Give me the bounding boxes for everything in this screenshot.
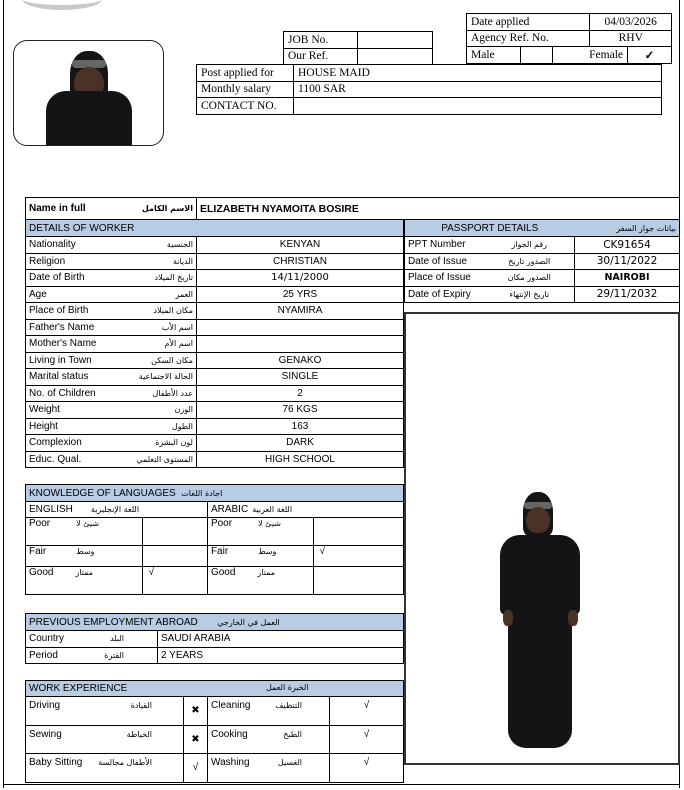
english-level-check[interactable]: √: [142, 567, 207, 595]
worker-field-label-ar: المستوى التعلمي: [136, 454, 193, 464]
passport-field-value[interactable]: 30/11/2022: [575, 253, 680, 270]
worker-field-label-ar: الطول: [171, 421, 193, 431]
passport-header-ar: بيانات جواز السفر: [616, 223, 676, 233]
skill-label-ar: الخياطة: [126, 729, 152, 739]
worker-field-label: Living in Town: [29, 354, 92, 366]
worker-details-table: [25, 219, 404, 468]
worker-field-label: Nationality: [29, 239, 76, 251]
page-bottom-border: [3, 784, 680, 785]
worker-field-label: Father's Name: [29, 321, 95, 333]
name-label: Name in full: [29, 203, 86, 214]
skill-mark[interactable]: √: [330, 697, 404, 726]
languages-header: KNOWLEDGE OF LANGUAGES: [29, 487, 176, 499]
skill-mark[interactable]: √: [330, 725, 404, 754]
passport-photo: [13, 40, 164, 146]
worker-row: [26, 385, 404, 402]
arabic-level-label: Good: [210, 567, 236, 578]
passport-field-label-ar: الصدور تاريخ: [508, 256, 551, 266]
salary-label: Monthly salary: [197, 81, 294, 98]
skill-label-ar: الأطفال مجالسة: [98, 758, 152, 767]
language-level-row: [26, 567, 404, 595]
experience-row: [26, 697, 404, 726]
worker-field-label-ar: مكان الميلاد: [153, 306, 193, 316]
worker-field-label: Mother's Name: [29, 338, 97, 350]
passport-field-label-ar: تاريخ الإنتهاء: [509, 289, 550, 299]
worker-field-label-ar: الحالة الاجتماعية: [138, 372, 193, 382]
male-label: Male: [467, 47, 521, 64]
experience-header-ar: الخبرة العمل: [266, 683, 309, 692]
skill-label: Sewing: [29, 728, 62, 740]
our-ref-field[interactable]: [358, 48, 433, 65]
arabic-level-check[interactable]: [313, 518, 404, 546]
employment-field-label-ar: الفترة: [104, 650, 124, 660]
experience-row: [26, 725, 404, 754]
post-table: [196, 64, 662, 115]
worker-field-label: Marital status: [29, 371, 89, 383]
worker-field-label: No. of Children: [29, 387, 96, 399]
employment-header-ar: العمل في الخارجي: [217, 617, 280, 627]
skill-mark[interactable]: ✖: [184, 725, 208, 754]
agency-ref-label: Agency Ref. No.: [467, 30, 590, 47]
passport-field-label-ar: رقم الجواز: [511, 240, 548, 250]
skill-label-ar: الطبخ: [283, 729, 302, 739]
experience-row: [26, 754, 404, 783]
worker-field-label: Educ. Qual.: [29, 453, 82, 465]
worker-field-value[interactable]: 76 KGS: [197, 402, 404, 419]
contact-value[interactable]: [294, 98, 662, 115]
arabic-level-label: Poor: [210, 518, 233, 529]
work-experience-table: [25, 680, 404, 783]
english-level-label: Poor: [29, 518, 51, 529]
employment-row: [26, 647, 404, 664]
passport-table: [404, 219, 680, 303]
post-value[interactable]: HOUSE MAID: [294, 65, 662, 82]
salary-value[interactable]: 1100 SAR: [294, 81, 662, 98]
worker-field-value[interactable]: GENAKO: [197, 352, 404, 369]
language-level-row: [26, 546, 404, 567]
english-level-check[interactable]: [142, 518, 207, 546]
name-table: [25, 197, 680, 220]
english-label: ENGLISH: [29, 504, 73, 515]
worker-field-value[interactable]: CHRISTIAN: [197, 253, 404, 270]
worker-row: [26, 270, 404, 287]
passport-field-value[interactable]: 29/11/2032: [575, 286, 680, 303]
worker-field-label-ar: عدد الأطفال: [152, 388, 193, 398]
english-level-label: Fair: [29, 546, 47, 557]
worker-field-value[interactable]: [197, 336, 404, 353]
female-label: Female: [553, 47, 628, 64]
passport-header: PASSPORT DETAILS: [405, 220, 575, 237]
passport-field-label: Date of Issue: [405, 253, 485, 270]
female-checkbox[interactable]: ✓: [628, 47, 672, 64]
worker-field-value[interactable]: SINGLE: [197, 369, 404, 386]
worker-field-label-ar: اسم الأم: [164, 339, 193, 349]
worker-row: [26, 435, 404, 452]
worker-field-label: Religion: [29, 255, 66, 267]
skill-mark[interactable]: √: [330, 754, 404, 783]
language-level-row: [26, 518, 404, 546]
employment-table: [25, 613, 404, 664]
job-no-label: JOB No.: [284, 32, 358, 49]
skill-label-ar: الغسيل: [277, 758, 302, 767]
english-level-label-ar: وسط: [76, 547, 95, 556]
employment-row: [26, 631, 404, 648]
date-applied-label: Date applied: [467, 14, 590, 31]
english-level-label-ar: ممتاز: [75, 568, 94, 577]
arabic-label-ar: اللغة العربية: [252, 505, 293, 514]
english-label-ar: اللغة الإنجليزية: [90, 505, 140, 514]
post-label: Post applied for: [197, 65, 294, 82]
employment-field-value[interactable]: 2 YEARS: [158, 647, 404, 664]
date-applied-value[interactable]: 04/03/2026: [590, 14, 672, 31]
english-level-label-ar: شيئ لا: [76, 519, 100, 528]
worker-field-value[interactable]: NYAMIRA: [197, 303, 404, 320]
english-level-check[interactable]: [142, 546, 207, 567]
worker-field-value[interactable]: 163: [197, 418, 404, 435]
employment-field-label: Period: [29, 649, 58, 661]
worker-details-header: DETAILS OF WORKER: [26, 220, 404, 237]
skill-mark[interactable]: √: [184, 754, 208, 783]
worker-row: [26, 237, 404, 254]
arabic-level-check[interactable]: [313, 567, 404, 595]
our-ref-label: Our Ref.: [284, 48, 358, 65]
worker-row: [26, 286, 404, 303]
arabic-level-label-ar: وسط: [258, 547, 277, 556]
languages-header-ar: اجادة اللغات: [181, 488, 223, 498]
worker-field-label-ar: الوزن: [174, 405, 193, 415]
worker-field-value[interactable]: 25 YRS: [197, 286, 404, 303]
employment-header: PREVIOUS EMPLOYMENT ABROAD: [29, 616, 198, 628]
male-checkbox[interactable]: [521, 47, 553, 64]
agency-ref-value[interactable]: RHV: [590, 30, 672, 47]
english-level-label: Good: [29, 567, 54, 578]
skill-label: Baby Sitting: [29, 757, 83, 768]
arabic-label: ARABIC: [210, 504, 249, 515]
worker-field-label-ar: العمر: [175, 289, 193, 299]
worker-field-value[interactable]: HIGH SCHOOL: [197, 451, 404, 468]
company-logo-icon: [22, 0, 162, 12]
worker-field-label: Complexion: [29, 437, 82, 449]
employment-field-label: Country: [29, 633, 65, 645]
worker-field-label: Date of Birth: [29, 272, 85, 284]
worker-row: [26, 253, 404, 270]
employment-field-label-ar: البلد: [110, 634, 124, 644]
languages-table: [25, 484, 404, 595]
skill-label: Washing: [211, 757, 250, 768]
worker-field-label-ar: تاريخ الميلاد: [154, 273, 193, 283]
skill-label: Cooking: [211, 728, 248, 740]
worker-row: [26, 303, 404, 320]
passport-field-label: Place of Issue: [405, 270, 485, 287]
passport-field-label: PPT Number: [405, 237, 485, 254]
skill-label: Driving: [29, 700, 61, 711]
passport-field-label-ar: الصدور مكان: [507, 273, 551, 283]
skill-label-ar: القيادة: [130, 701, 152, 710]
worker-row: [26, 336, 404, 353]
worker-field-value[interactable]: 14/11/2000: [197, 270, 404, 287]
worker-row: [26, 451, 404, 468]
worker-field-value[interactable]: [197, 319, 404, 336]
passport-row: [405, 253, 680, 270]
arabic-level-label-ar: شيئ لا: [258, 519, 281, 528]
name-label-ar: الاسم الكامل: [141, 204, 193, 213]
arabic-level-label-ar: ممتاز: [257, 568, 276, 577]
skill-label: Cleaning: [211, 700, 251, 711]
worker-field-label-ar: لون البشرة: [155, 438, 193, 448]
contact-label: CONTACT NO.: [197, 98, 294, 115]
worker-field-label-ar: الديانة: [172, 256, 193, 266]
skill-mark[interactable]: ✖: [184, 697, 208, 726]
worker-row: [26, 402, 404, 419]
arabic-level-check[interactable]: √: [313, 546, 404, 567]
passport-row: [405, 270, 680, 287]
skill-label-ar: التنظيف: [275, 701, 302, 710]
full-length-photo: [404, 312, 680, 765]
full-name-value[interactable]: ELIZABETH NYAMOITA BOSIRE: [197, 198, 680, 220]
worker-field-label-ar: اسم الأب: [161, 322, 193, 332]
worker-field-label-ar: الجنسية: [166, 240, 193, 250]
job-ref-table: [283, 31, 433, 65]
worker-field-label: Height: [29, 420, 58, 432]
passport-field-value[interactable]: CK91654: [575, 237, 680, 254]
worker-field-label: Age: [29, 288, 47, 300]
passport-field-label: Date of Expiry: [405, 286, 485, 303]
passport-field-value[interactable]: NAIROBI: [575, 270, 680, 287]
worker-row: [26, 418, 404, 435]
worker-row: [26, 352, 404, 369]
worker-field-value[interactable]: 2: [197, 385, 404, 402]
worker-field-label-ar: مكان السكن: [151, 355, 193, 365]
experience-header: WORK EXPERIENCE: [29, 683, 128, 694]
employment-field-value[interactable]: SAUDI ARABIA: [158, 631, 404, 648]
worker-row: [26, 369, 404, 386]
worker-field-value[interactable]: DARK: [197, 435, 404, 452]
worker-field-value[interactable]: KENYAN: [197, 237, 404, 254]
worker-row: [26, 319, 404, 336]
passport-row: [405, 286, 680, 303]
passport-row: [405, 237, 680, 254]
worker-field-label: Place of Birth: [29, 305, 89, 317]
application-info-table: [466, 13, 672, 64]
job-no-field[interactable]: [358, 32, 433, 49]
worker-field-label: Weight: [29, 404, 60, 416]
arabic-level-label: Fair: [210, 546, 229, 557]
